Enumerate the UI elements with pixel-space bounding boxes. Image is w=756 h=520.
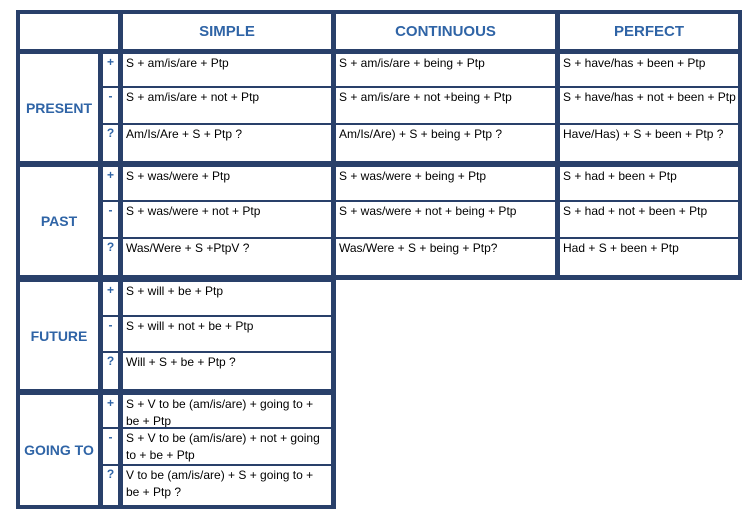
sign-plus: + xyxy=(103,167,118,200)
header-continuous: CONTINUOUS xyxy=(336,14,555,49)
present-simple-question: Am/Is/Are + S + Ptp ? xyxy=(123,125,331,161)
future-simple-question: Will + S + be + Ptp ? xyxy=(123,353,331,389)
going-to-simple-negative: S + V to be (am/is/are) + not + going to + be + Ptp xyxy=(123,429,331,464)
row-label-present: PRESENT xyxy=(20,54,98,161)
sign-plus: + xyxy=(103,395,118,427)
sign-question: ? xyxy=(103,239,118,275)
header-perfect: PERFECT xyxy=(560,14,738,49)
past-simple-affirmative: S + was/were + Ptp xyxy=(123,167,331,200)
present-perfect-affirmative: S + have/has + been + Ptp xyxy=(560,54,738,86)
header-corner xyxy=(20,14,118,49)
past-continuous-negative: S + was/were + not + being + Ptp xyxy=(336,202,555,237)
sign-question: ? xyxy=(103,466,118,505)
sign-minus: - xyxy=(103,317,118,351)
sign-plus: + xyxy=(103,54,118,86)
row-label-future: FUTURE xyxy=(20,282,98,389)
past-simple-negative: S + was/were + not + Ptp xyxy=(123,202,331,237)
present-continuous-question: Am/Is/Are) + S + being + Ptp ? xyxy=(336,125,555,161)
past-perfect-question: Had + S + been + Ptp xyxy=(560,239,738,275)
sign-minus: - xyxy=(103,202,118,237)
future-simple-negative: S + will + not + be + Ptp xyxy=(123,317,331,351)
row-label-past: PAST xyxy=(20,167,98,275)
sign-question: ? xyxy=(103,125,118,161)
future-simple-affirmative: S + will + be + Ptp xyxy=(123,282,331,315)
sign-minus: - xyxy=(103,88,118,123)
past-continuous-affirmative: S + was/were + being + Ptp xyxy=(336,167,555,200)
past-perfect-negative: S + had + not + been + Ptp xyxy=(560,202,738,237)
present-perfect-question: Have/Has) + S + been + Ptp ? xyxy=(560,125,738,161)
header-simple: SIMPLE xyxy=(123,14,331,49)
sign-question: ? xyxy=(103,353,118,389)
going-to-simple-affirmative: S + V to be (am/is/are) + going to + be + Ptp xyxy=(123,395,331,427)
past-perfect-affirmative: S + had + been + Ptp xyxy=(560,167,738,200)
sign-plus: + xyxy=(103,282,118,315)
present-perfect-negative: S + have/has + not + been + Ptp xyxy=(560,88,738,123)
row-label-going-to: GOING TO xyxy=(20,395,98,505)
present-simple-affirmative: S + am/is/are + Ptp xyxy=(123,54,331,86)
sign-minus: - xyxy=(103,429,118,464)
present-continuous-negative: S + am/is/are + not +being + Ptp xyxy=(336,88,555,123)
past-simple-question: Was/Were + S +PtpV ? xyxy=(123,239,331,275)
going-to-simple-question: V to be (am/is/are) + S + going to + be + Ptp ? xyxy=(123,466,331,505)
past-continuous-question: Was/Were + S + being + Ptp? xyxy=(336,239,555,275)
present-continuous-affirmative: S + am/is/are + being + Ptp xyxy=(336,54,555,86)
present-simple-negative: S + am/is/are + not + Ptp xyxy=(123,88,331,123)
